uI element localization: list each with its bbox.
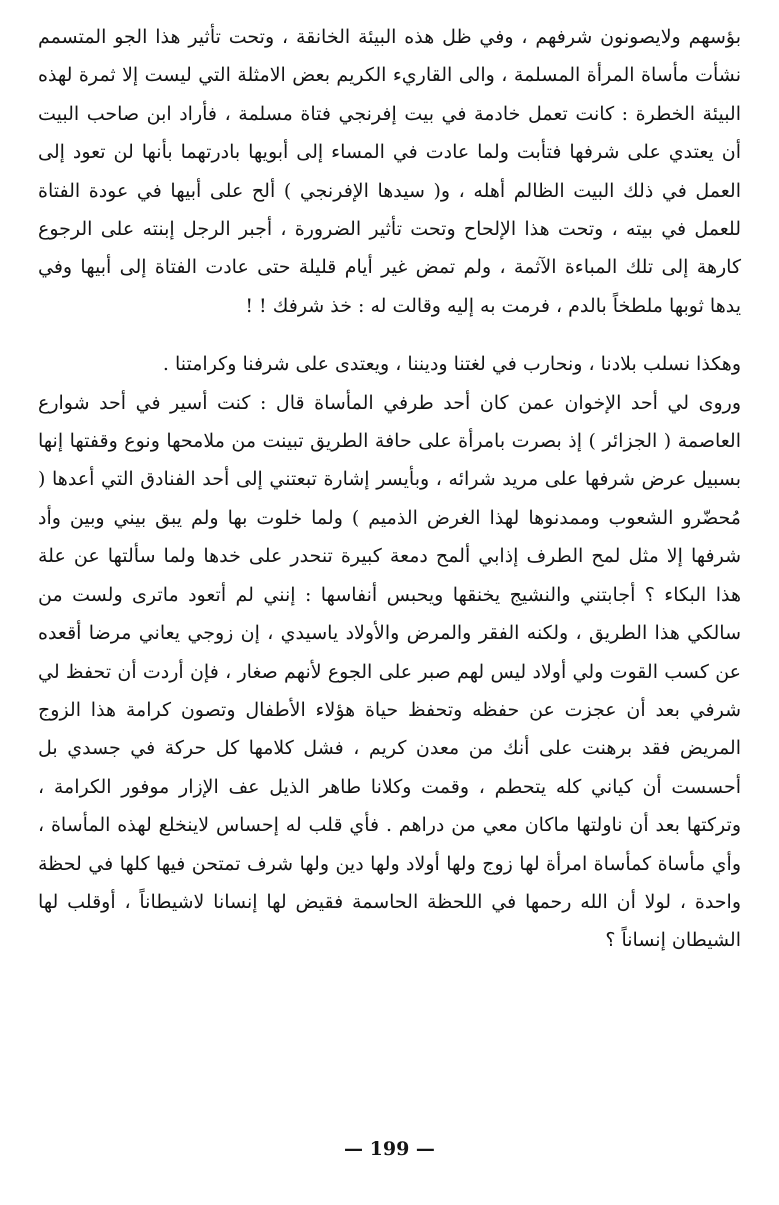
- paragraph-3: وروى لي أحد الإخوان عمن كان أحد طرفي المأساة قال : كنت أسير في أحد شوارع العاصمة ( الجزائر ) إذ بصرت بامرأة على حافة الطريق تبينت من ملامحها ونوع وقفتها إنها بسبيل عرض شرفها على مريد شرائه ، وبأيسر إشارة تبعتني إلى أحد الفنادق التي أعدها ( مُحضّرو الشعوب وممدنوها لهذا الغرض الذميم ) ولما خلوت بها ولم يبق بيني وبين وأد شرفها إلا مثل لمح الطرف إذابي ألمح دمعة كبيرة تنحدر على خدها ولما سألتها عن علة هذا البكاء ؟ أجابتني والنشيج يخنقها ويحبس أنفاسها : إنني لم أتعود ماترى ولست من سالكي هذا الطريق ، ولكنه الفقر والمرض والأولاد ياسيدي ، إن زوجي يعاني مرضا أقعده عن كسب القوت ولي أولاد ليس لهم صبر على الجوع لأنهم صغار ، فإن أردت أن تحفظ لي شرفي بعد أن عجزت عن حفظه وتحفظ حياة هؤلاء الأطفال وتصون كرامة هذا الزوج المريض فقد برهنت على أنك من معدن كريم ، فشل كلامها كل حركة في جسدي بل أحسست أن كياني كله يتحطم ، وقمت وكلانا طاهر الذيل عف الإزار موفور الكرامة ، وتركتها بعد أن ناولتها ماكان معي من دراهم . فأي قلب له إحساس لاينخلع لهذه المأساة ، وأي مأساة كمأساة امرأة لها زوج ولها أولاد ولها دين ولها شرف تمتحن فيها كلها في لحظة واحدة ، لولا أن الله رحمها في اللحظة الحاسمة فقيض لها إنسانا لاشيطاناً ، أوقلب لها الشيطان إنساناً ؟: [38, 391, 741, 952]
- paragraph-1: بؤسهم ولايصونون شرفهم ، وفي ظل هذه البيئة الخانقة ، وتحت تأثير هذا الجو المتسمم نشأت مأساة المرأة المسلمة ، والى القاريء الكريم بعض الامثلة التي ليست إلا ثمرة لهذه البيئة الخطرة : كانت تعمل خادمة في بيت إفرنجي فتاة مسلمة ، فأراد ابن صاحب البيت أن يعتدي على شرفها فتأبت ولما عادت في المساء إلى أبويها بادرتهما بأنها لن تعود إلى العمل في ذلك البيت الظالم أهله ، و( سيدها الإفرنجي ) ألح على أبيها في عودة الفتاة للعمل في بيته ، وتحت هذا الإلحاح وتحت تأثير الضرورة ، أجبر الرجل إبنته على الرجوع كارهة إلى تلك المباءة الآثمة ، ولم تمض غير أيام قليلة حتى عادت الفتاة إلى أبيها وفي يدها ثوبها ملطخاً بالدم ، فرمت به إليه وقالت له : خذ شرفك ! !: [38, 26, 741, 317]
- page-body-text: [38, 18, 741, 960]
- paragraph-2: وهكذا نسلب بلادنا ، ونحارب في لغتنا وديننا ، ويعتدى على شرفنا وكرامتنا .: [162, 353, 741, 376]
- page-number: — 199 —: [344, 1138, 435, 1160]
